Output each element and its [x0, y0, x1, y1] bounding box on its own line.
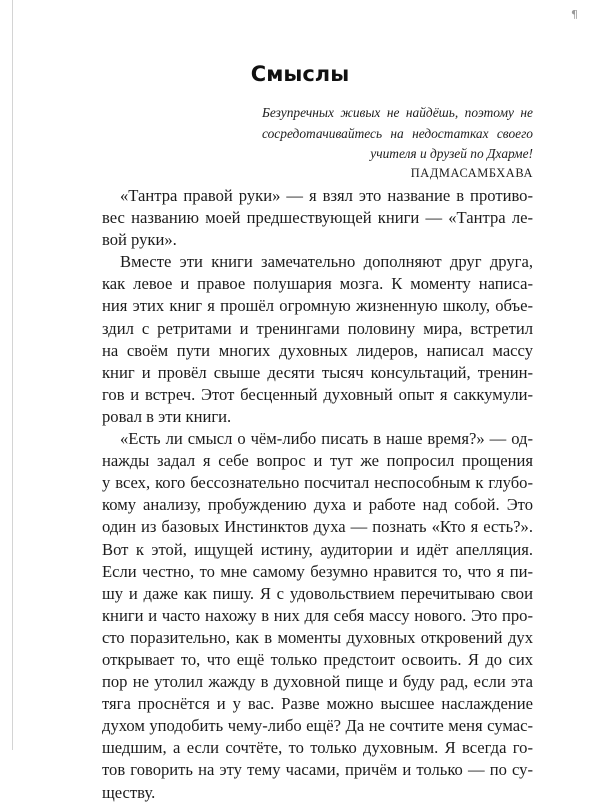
text-line: духом уподобить чему-либо ещё? Да не сочтите меня сумас-: [102, 716, 533, 736]
text-line: открывает то, что ещё только предстоит освоить. Я до сих: [102, 649, 533, 669]
text-line: пор не утолил жажду в духовной пище и буду рад, если эта: [102, 672, 533, 692]
page-edge: [12, 0, 13, 750]
text-line: Вместе эти книги замечательно дополняют друг друга,: [120, 252, 533, 272]
text-line: шедшим, а если сочтёте, то только духовным. Я всегда го-: [102, 738, 533, 758]
text-line: как левое и правое полушария мозга. К моменту написа-: [102, 274, 533, 294]
text-line: шу и даже как пишу. Я с удовольствием перечитываю свои: [102, 583, 533, 603]
chapter-title: Смыслы: [250, 62, 350, 86]
text-line: вес названию моей предшествующей книги — «Тантра ле-: [102, 208, 533, 228]
text-line: книг и провёл свыше десяти тысяч консультаций, тренин-: [102, 362, 533, 382]
text-line: «Есть ли смысл о чём-либо писать в наше время?» — од-: [120, 429, 533, 449]
text-line: Если честно, то мне самому безумно нравится то, что я пи-: [102, 561, 533, 581]
text-line: Вот к этой, ищущей истину, аудитории и идёт апелляция.: [102, 539, 533, 559]
text-line: сто поразительно, как в моменты духовных откровений дух: [102, 627, 533, 647]
text-line: ровал в эти книги.: [102, 406, 232, 426]
epigraph-attribution: ПАДМАСАМБХАВА: [410, 166, 533, 180]
body-paragraph: [102, 428, 533, 804]
text-line: на своём пути многих духовных лидеров, написал массу: [102, 340, 533, 360]
body-text: [102, 185, 533, 804]
text-line: тов говорить на эту тему часами, причём и только — по су-: [102, 760, 533, 780]
text-line: один из базовых Инстинктов духа — познать «Кто я есть?».: [102, 517, 533, 537]
text-line: здил с ретритами и тренингами половину мира, встретил: [102, 318, 533, 338]
body-paragraph: [102, 185, 533, 251]
text-line: ния этих книг я прошёл огромную жизненную школу, объе-: [102, 296, 533, 316]
corner-mark: ¶: [571, 8, 578, 21]
text-line: у всех, кого бессознательно посчитал неспособным к глубо-: [102, 473, 533, 493]
text-line: тяга проснётся и у вас. Разве можно высшее наслаждение: [102, 694, 533, 714]
text-line: ществу.: [102, 782, 156, 802]
text-line: гов и встреч. Этот бесценный духовный опыт я саккумули-: [102, 384, 533, 404]
text-line: нажды задал я себе вопрос и тут же попросил прощения: [102, 451, 533, 471]
text-line: книги и часто нахожу в них для себя массу нового. Это про-: [102, 605, 533, 625]
text-line: «Тантра правой руки» — я взял это название в противо-: [120, 186, 533, 205]
body-paragraph: [102, 251, 533, 428]
epigraph-quote: Безупречных живых не найдёшь, поэтому не сосредотачивайтесь на недостатках своего учителя и друзей по Дхарме!: [262, 105, 533, 161]
text-line: кому анализу, пробуждению духа и работе над собой. Это: [102, 495, 533, 515]
text-line: вой руки».: [102, 230, 177, 250]
